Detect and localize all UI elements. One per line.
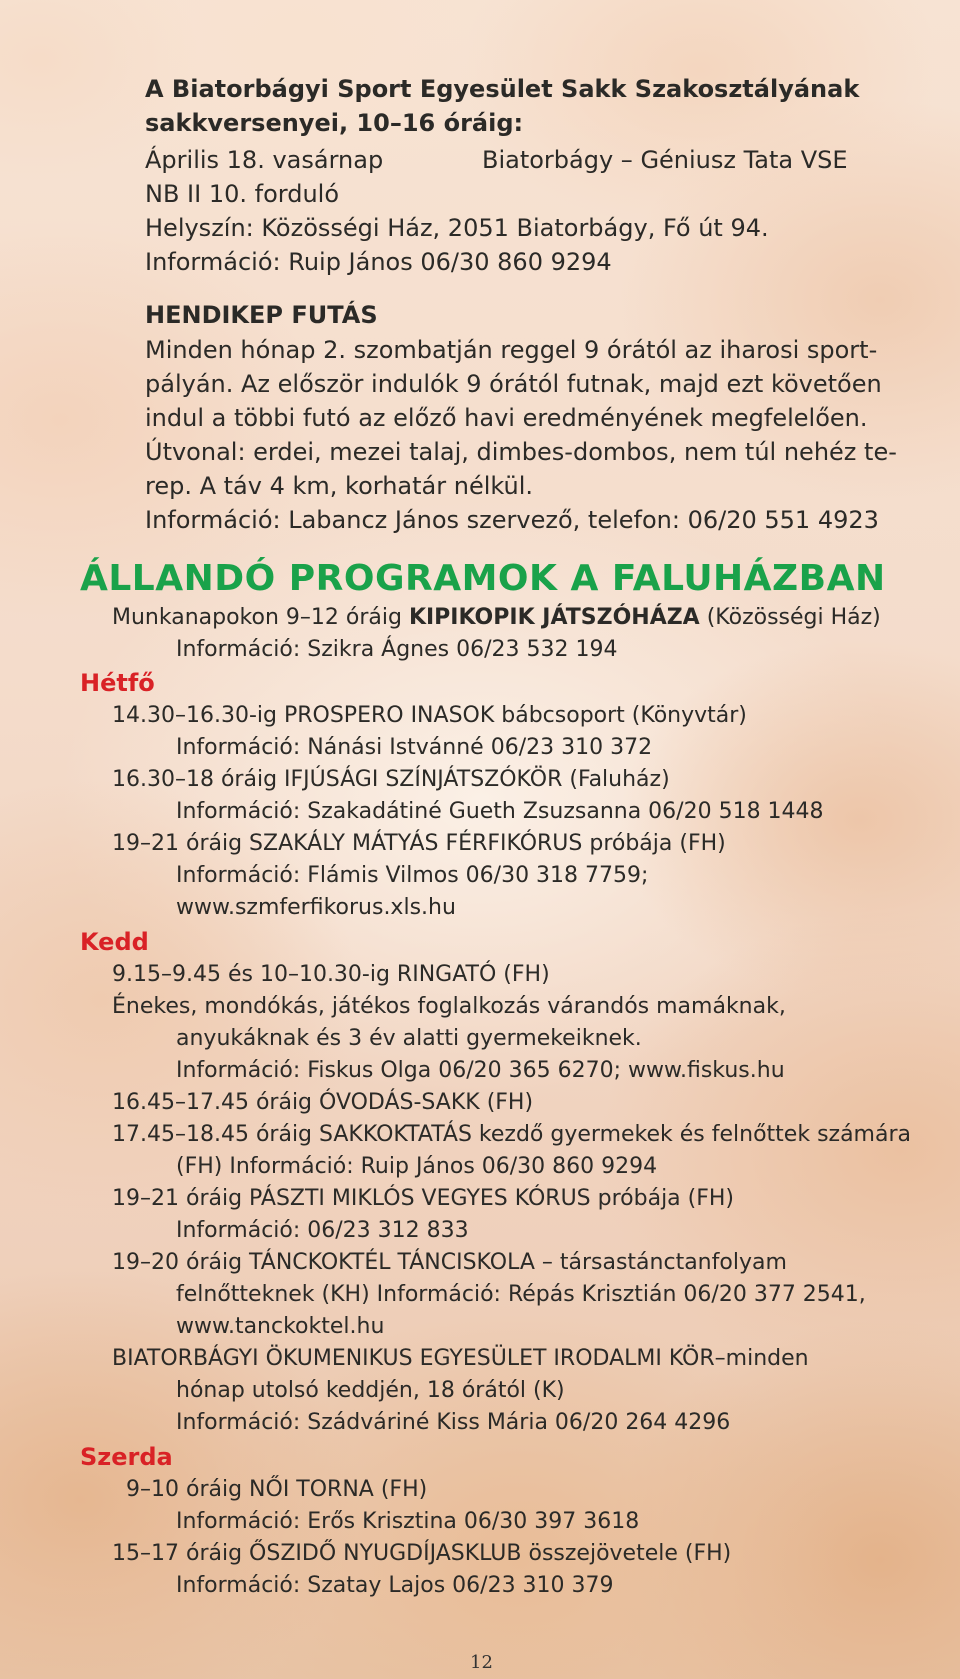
chess-round: NB II 10. forduló [145,180,340,208]
program-line: Információ: Nánási Istvánné 06/23 310 372 [176,735,653,760]
program-line: Információ: Szádváriné Kiss Mária 06/20 264 4296 [176,1410,731,1435]
run-info: Információ: Labancz János szervező, telefon: 06/20 551 4923 [145,506,879,534]
run-title: HENDIKEP FUTÁS [145,301,378,329]
chess-match: Biatorbágy – Géniusz Tata VSE [482,146,848,174]
program-line: 9.15–9.45 és 10–10.30-ig RINGATÓ (FH) [112,962,550,987]
day-heading-tuesday: Kedd [80,928,149,956]
chess-info: Információ: Ruip János 06/30 860 9294 [145,248,612,276]
program-line: 17.45–18.45 óráig SAKKOKTATÁS kezdő gyermekek és felnőttek számára [112,1122,911,1147]
program-line: (FH) Információ: Ruip János 06/30 860 9294 [176,1154,658,1179]
day-heading-monday: Hétfő [80,669,155,697]
program-line: Információ: Erős Krisztina 06/30 397 3618 [176,1509,640,1534]
program-line: 19–21 óráig SZAKÁLY MÁTYÁS FÉRFIKÓRUS próbája (FH) [112,831,726,856]
chess-heading-line-2: sakkversenyei, 10–16 óráig: [145,109,524,137]
program-line: Információ: Szatay Lajos 06/23 310 379 [176,1573,614,1598]
programs-intro-info: Információ: Szikra Ágnes 06/23 532 194 [176,637,618,662]
run-line: rep. A táv 4 km, korhatár nélkül. [145,472,534,500]
program-line: 16.45–17.45 óráig ÓVODÁS-SAKK (FH) [112,1090,534,1115]
run-line: Minden hónap 2. szombatján reggel 9 órától az iharosi sport- [145,336,878,364]
program-line: felnőtteknek (KH) Információ: Répás Krisztián 06/20 377 2541, [176,1282,866,1307]
program-line: Énekes, mondókás, játékos foglalkozás várandós mamáknak, [112,994,786,1019]
chess-date: Április 18. vasárnap [145,146,384,174]
program-line: 14.30–16.30-ig PROSPERO INASOK bábcsoport (Könyvtár) [112,703,747,728]
run-line: pályán. Az először indulók 9 órától futnak, majd ezt követően [145,370,882,398]
program-line: 19–21 óráig PÁSZTI MIKLÓS VEGYES KÓRUS próbája (FH) [112,1186,735,1211]
program-line: Információ: Szakadátiné Gueth Zsuzsanna 06/20 518 1448 [176,799,824,824]
program-line: BIATORBÁGYI ÖKUMENIKUS EGYESÜLET IRODALMI KÖR–minden [112,1346,809,1371]
day-heading-wednesday: Szerda [80,1443,173,1471]
run-line: indul a többi futó az előző havi eredményének megfelelően. [145,404,868,432]
run-line: Útvonal: erdei, mezei talaj, dimbes-dombos, nem túl nehéz te- [145,438,897,466]
program-line: Információ: 06/23 312 833 [176,1218,469,1243]
page-number: 12 [470,1652,493,1673]
program-line: Információ: Fiskus Olga 06/20 365 6270; www.fiskus.hu [176,1058,785,1083]
program-line: www.szmferfikorus.xls.hu [176,895,456,920]
program-line: www.tanckoktel.hu [176,1314,385,1339]
program-line: 15–17 óráig ŐSZIDŐ NYUGDÍJASKLUB összejövetele (FH) [112,1541,732,1566]
program-line: 19–20 óráig TÁNCKOKTÉL TÁNCISKOLA – társastánctanfolyam [112,1250,787,1275]
program-line: hónap utolsó keddjén, 18 órától (K) [176,1378,565,1403]
programs-intro-pre: Munkanapokon 9–12 óráig [112,605,409,630]
program-line: 16.30–18 óráig IFJÚSÁGI SZÍNJÁTSZÓKÖR (Faluház) [112,767,670,792]
programs-intro-bold: KIPIKOPIK JÁTSZÓHÁZA [408,605,700,630]
program-line: anyukáknak és 3 év alatti gyermekeiknek. [176,1026,642,1051]
programs-intro [112,602,881,634]
chess-venue: Helyszín: Közösségi Ház, 2051 Biatorbágy, Fő út 94. [145,214,769,242]
program-line: 9–10 óráig NŐI TORNA (FH) [126,1477,428,1502]
chess-heading-line-1: A Biatorbágyi Sport Egyesület Sakk Szakosztályának [145,75,860,103]
programs-intro-post: (Közösségi Ház) [699,605,881,630]
programs-title: ÁLLANDÓ PROGRAMOK A FALUHÁZBAN [80,558,886,599]
program-line: Információ: Flámis Vilmos 06/30 318 7759; [176,863,649,888]
